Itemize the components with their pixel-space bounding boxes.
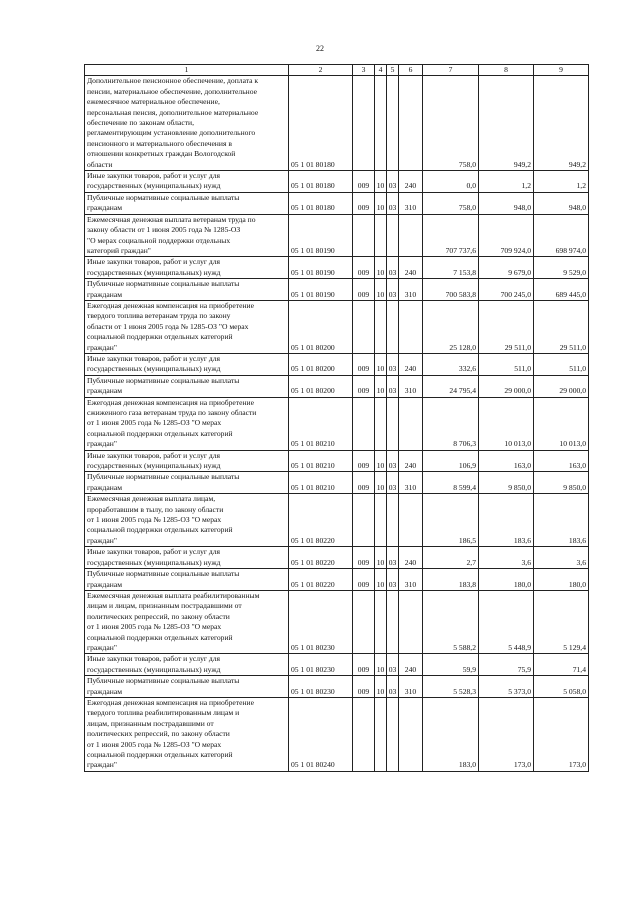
row-col3 <box>353 590 375 653</box>
table-row <box>85 76 589 171</box>
row-description: Ежемесячная денежная выплата реабилитированным лицам и лицам, признанным пострадавшими от политических репрессий, по закону области от 1 июня 2005 года № 1285-ОЗ "О мерах социальной поддержки отдельных категорий граждан" <box>85 590 289 653</box>
row-col3: 009 <box>353 654 375 676</box>
row-col6: 310 <box>399 279 423 301</box>
row-code: 05 1 01 80220 <box>289 569 353 591</box>
row-col4: 10 <box>375 676 387 698</box>
row-col6 <box>399 300 423 353</box>
row-value-col7: 24 795,4 <box>423 375 479 397</box>
row-col6: 240 <box>399 450 423 472</box>
row-value-col9: 698 974,0 <box>534 214 589 257</box>
column-header: 1 <box>85 65 289 76</box>
table-row <box>85 257 589 279</box>
row-value-col7: 8 706,3 <box>423 397 479 450</box>
row-description: Дополнительное пенсионное обеспечение, доплата к пенсии, материальное обеспечение, дополнительное ежемесячное материальное обеспечение, персональная пенсия, дополнительное материальное обеспечение по законам области, регламентирующим установление дополнительного пенсионного и материального обеспечения в отношении конкретных граждан Вологодской области <box>85 76 289 171</box>
row-col3 <box>353 300 375 353</box>
row-col4 <box>375 494 387 547</box>
table-row <box>85 494 589 547</box>
row-description: Иные закупки товаров, работ и услуг для государственных (муниципальных) нужд <box>85 171 289 193</box>
row-description: Ежемесячная денежная выплата ветеранам труда по закону области от 1 июня 2005 года № 1285-ОЗ "О мерах социальной поддержки отдельных категорий граждан" <box>85 214 289 257</box>
row-code: 05 1 01 80230 <box>289 654 353 676</box>
row-col3: 009 <box>353 279 375 301</box>
row-value-col8: 9 850,0 <box>479 472 534 494</box>
row-col4 <box>375 300 387 353</box>
table-header-row <box>85 65 589 76</box>
row-value-col9: 10 013,0 <box>534 397 589 450</box>
column-header: 9 <box>534 65 589 76</box>
table-row <box>85 397 589 450</box>
row-value-col9: 5 058,0 <box>534 676 589 698</box>
row-col4 <box>375 214 387 257</box>
row-description: Иные закупки товаров, работ и услуг для государственных (муниципальных) нужд <box>85 353 289 375</box>
row-col3: 009 <box>353 450 375 472</box>
row-col5: 03 <box>387 547 399 569</box>
row-value-col9: 1,2 <box>534 171 589 193</box>
row-value-col8: 75,9 <box>479 654 534 676</box>
row-value-col9: 71,4 <box>534 654 589 676</box>
row-value-col7: 700 583,8 <box>423 279 479 301</box>
row-value-col7: 59,9 <box>423 654 479 676</box>
row-col4 <box>375 76 387 171</box>
row-value-col8: 10 013,0 <box>479 397 534 450</box>
row-col3 <box>353 397 375 450</box>
row-col5 <box>387 214 399 257</box>
row-description: Иные закупки товаров, работ и услуг для государственных (муниципальных) нужд <box>85 654 289 676</box>
row-value-col8: 949,2 <box>479 76 534 171</box>
row-col3: 009 <box>353 375 375 397</box>
row-col6: 240 <box>399 171 423 193</box>
row-col6: 310 <box>399 569 423 591</box>
row-col5: 03 <box>387 279 399 301</box>
row-code: 05 1 01 80210 <box>289 450 353 472</box>
row-col5: 03 <box>387 192 399 214</box>
row-col4: 10 <box>375 257 387 279</box>
row-value-col9: 173,0 <box>534 697 589 771</box>
table-row <box>85 547 589 569</box>
row-col3: 009 <box>353 569 375 591</box>
row-description: Публичные нормативные социальные выплаты гражданам <box>85 569 289 591</box>
row-col6 <box>399 76 423 171</box>
budget-table <box>84 64 589 772</box>
row-col3 <box>353 697 375 771</box>
row-col5: 03 <box>387 654 399 676</box>
table-row <box>85 214 589 257</box>
row-value-col9: 5 129,4 <box>534 590 589 653</box>
row-col5 <box>387 590 399 653</box>
row-col6: 240 <box>399 654 423 676</box>
row-value-col7: 7 153,8 <box>423 257 479 279</box>
row-code: 05 1 01 80180 <box>289 171 353 193</box>
row-col4 <box>375 590 387 653</box>
column-header: 8 <box>479 65 534 76</box>
row-col3: 009 <box>353 171 375 193</box>
row-col5: 03 <box>387 257 399 279</box>
row-col5: 03 <box>387 375 399 397</box>
row-value-col7: 183,8 <box>423 569 479 591</box>
table-row <box>85 450 589 472</box>
row-description: Публичные нормативные социальные выплаты гражданам <box>85 279 289 301</box>
row-code: 05 1 01 80190 <box>289 257 353 279</box>
table-row <box>85 590 589 653</box>
row-code: 05 1 01 80230 <box>289 676 353 698</box>
row-col6: 240 <box>399 257 423 279</box>
row-col3: 009 <box>353 472 375 494</box>
table-row <box>85 654 589 676</box>
row-col6 <box>399 697 423 771</box>
row-col3 <box>353 214 375 257</box>
row-col6: 310 <box>399 472 423 494</box>
row-col6 <box>399 494 423 547</box>
row-value-col9: 949,2 <box>534 76 589 171</box>
row-code: 05 1 01 80210 <box>289 472 353 494</box>
row-value-col8: 511,0 <box>479 353 534 375</box>
row-description: Иные закупки товаров, работ и услуг для государственных (муниципальных) нужд <box>85 547 289 569</box>
column-header: 5 <box>387 65 399 76</box>
row-value-col9: 180,0 <box>534 569 589 591</box>
row-col4: 10 <box>375 171 387 193</box>
row-description: Ежемесячная денежная выплата лицам, проработавшим в тылу, по закону области от 1 июня 2005 года № 1285-ОЗ "О мерах социальной поддержки отдельных категорий граждан" <box>85 494 289 547</box>
row-col6: 240 <box>399 547 423 569</box>
row-value-col8: 183,6 <box>479 494 534 547</box>
row-col4: 10 <box>375 192 387 214</box>
row-col5 <box>387 494 399 547</box>
row-col6 <box>399 397 423 450</box>
row-value-col9: 163,0 <box>534 450 589 472</box>
row-col3: 009 <box>353 192 375 214</box>
row-value-col8: 173,0 <box>479 697 534 771</box>
row-col5: 03 <box>387 676 399 698</box>
row-col4 <box>375 397 387 450</box>
row-code: 05 1 01 80210 <box>289 397 353 450</box>
row-col5: 03 <box>387 472 399 494</box>
row-value-col8: 180,0 <box>479 569 534 591</box>
row-value-col9: 511,0 <box>534 353 589 375</box>
row-value-col8: 3,6 <box>479 547 534 569</box>
row-value-col7: 0,0 <box>423 171 479 193</box>
row-value-col7: 106,9 <box>423 450 479 472</box>
row-value-col8: 5 373,0 <box>479 676 534 698</box>
row-description: Публичные нормативные социальные выплаты гражданам <box>85 676 289 698</box>
row-col3 <box>353 494 375 547</box>
row-value-col7: 25 128,0 <box>423 300 479 353</box>
row-value-col8: 29 511,0 <box>479 300 534 353</box>
row-code: 05 1 01 80200 <box>289 375 353 397</box>
column-header: 6 <box>399 65 423 76</box>
row-col4: 10 <box>375 472 387 494</box>
row-col5 <box>387 76 399 171</box>
row-col4: 10 <box>375 654 387 676</box>
row-col5 <box>387 300 399 353</box>
row-description: Публичные нормативные социальные выплаты гражданам <box>85 472 289 494</box>
row-code: 05 1 01 80180 <box>289 76 353 171</box>
row-value-col9: 29 511,0 <box>534 300 589 353</box>
table-row <box>85 472 589 494</box>
row-value-col8: 709 924,0 <box>479 214 534 257</box>
row-value-col9: 183,6 <box>534 494 589 547</box>
row-value-col9: 689 445,0 <box>534 279 589 301</box>
row-col6: 310 <box>399 375 423 397</box>
row-col3: 009 <box>353 676 375 698</box>
row-value-col7: 5 528,3 <box>423 676 479 698</box>
row-col6: 240 <box>399 353 423 375</box>
row-value-col9: 29 000,0 <box>534 375 589 397</box>
row-code: 05 1 01 80190 <box>289 279 353 301</box>
row-col5: 03 <box>387 171 399 193</box>
row-col4: 10 <box>375 547 387 569</box>
row-value-col9: 948,0 <box>534 192 589 214</box>
table-row <box>85 192 589 214</box>
row-value-col7: 186,5 <box>423 494 479 547</box>
row-code: 05 1 01 80200 <box>289 300 353 353</box>
table-body <box>85 76 589 771</box>
row-description: Иные закупки товаров, работ и услуг для государственных (муниципальных) нужд <box>85 450 289 472</box>
column-header: 3 <box>353 65 375 76</box>
table-row <box>85 676 589 698</box>
row-value-col8: 9 679,0 <box>479 257 534 279</box>
row-value-col8: 163,0 <box>479 450 534 472</box>
column-header: 7 <box>423 65 479 76</box>
row-col6: 310 <box>399 192 423 214</box>
row-value-col9: 9 529,0 <box>534 257 589 279</box>
table-row <box>85 569 589 591</box>
column-header: 4 <box>375 65 387 76</box>
row-value-col8: 5 448,9 <box>479 590 534 653</box>
row-code: 05 1 01 80220 <box>289 547 353 569</box>
row-col4: 10 <box>375 375 387 397</box>
row-value-col7: 183,0 <box>423 697 479 771</box>
table-row <box>85 375 589 397</box>
row-col6 <box>399 214 423 257</box>
row-col4: 10 <box>375 569 387 591</box>
row-col4: 10 <box>375 279 387 301</box>
table-row <box>85 300 589 353</box>
row-value-col8: 948,0 <box>479 192 534 214</box>
row-col5: 03 <box>387 450 399 472</box>
row-description: Публичные нормативные социальные выплаты гражданам <box>85 192 289 214</box>
table-row <box>85 697 589 771</box>
row-col5: 03 <box>387 353 399 375</box>
row-value-col7: 8 599,4 <box>423 472 479 494</box>
row-col6: 310 <box>399 676 423 698</box>
table-row <box>85 171 589 193</box>
row-col4 <box>375 697 387 771</box>
row-col5: 03 <box>387 569 399 591</box>
row-description: Иные закупки товаров, работ и услуг для государственных (муниципальных) нужд <box>85 257 289 279</box>
column-header: 2 <box>289 65 353 76</box>
row-col5 <box>387 397 399 450</box>
row-value-col8: 1,2 <box>479 171 534 193</box>
row-col4: 10 <box>375 353 387 375</box>
row-code: 05 1 01 80240 <box>289 697 353 771</box>
row-value-col9: 3,6 <box>534 547 589 569</box>
row-code: 05 1 01 80200 <box>289 353 353 375</box>
row-col3: 009 <box>353 257 375 279</box>
row-description: Ежегодная денежная компенсация на приобретение твердого топлива ветеранам труда по закону области от 1 июня 2005 года № 1285-ОЗ "О мерах социальной поддержки отдельных категорий граждан" <box>85 300 289 353</box>
row-col3: 009 <box>353 547 375 569</box>
row-col4: 10 <box>375 450 387 472</box>
row-code: 05 1 01 80230 <box>289 590 353 653</box>
table-row <box>85 279 589 301</box>
row-col6 <box>399 590 423 653</box>
row-code: 05 1 01 80190 <box>289 214 353 257</box>
row-col5 <box>387 697 399 771</box>
row-value-col8: 700 245,0 <box>479 279 534 301</box>
row-code: 05 1 01 80180 <box>289 192 353 214</box>
row-col3: 009 <box>353 353 375 375</box>
row-col3 <box>353 76 375 171</box>
row-description: Публичные нормативные социальные выплаты гражданам <box>85 375 289 397</box>
row-description: Ежегодная денежная компенсация на приобретение твердого топлива реабилитированным лицам и лицам, признанным пострадавшими от политических репрессий, по закону области от 1 июня 2005 года № 1285-ОЗ "О мерах социальной поддержки отдельных категорий граждан" <box>85 697 289 771</box>
row-value-col7: 707 737,6 <box>423 214 479 257</box>
row-value-col9: 9 850,0 <box>534 472 589 494</box>
row-value-col7: 758,0 <box>423 76 479 171</box>
row-value-col8: 29 000,0 <box>479 375 534 397</box>
row-value-col7: 758,0 <box>423 192 479 214</box>
row-description: Ежегодная денежная компенсация на приобретение сжиженного газа ветеранам труда по закону области от 1 июня 2005 года № 1285-ОЗ "О мерах социальной поддержки отдельных категорий граждан" <box>85 397 289 450</box>
row-value-col7: 5 588,2 <box>423 590 479 653</box>
row-value-col7: 332,6 <box>423 353 479 375</box>
row-value-col7: 2,7 <box>423 547 479 569</box>
page-number: 22 <box>316 44 324 53</box>
row-code: 05 1 01 80220 <box>289 494 353 547</box>
table-row <box>85 353 589 375</box>
